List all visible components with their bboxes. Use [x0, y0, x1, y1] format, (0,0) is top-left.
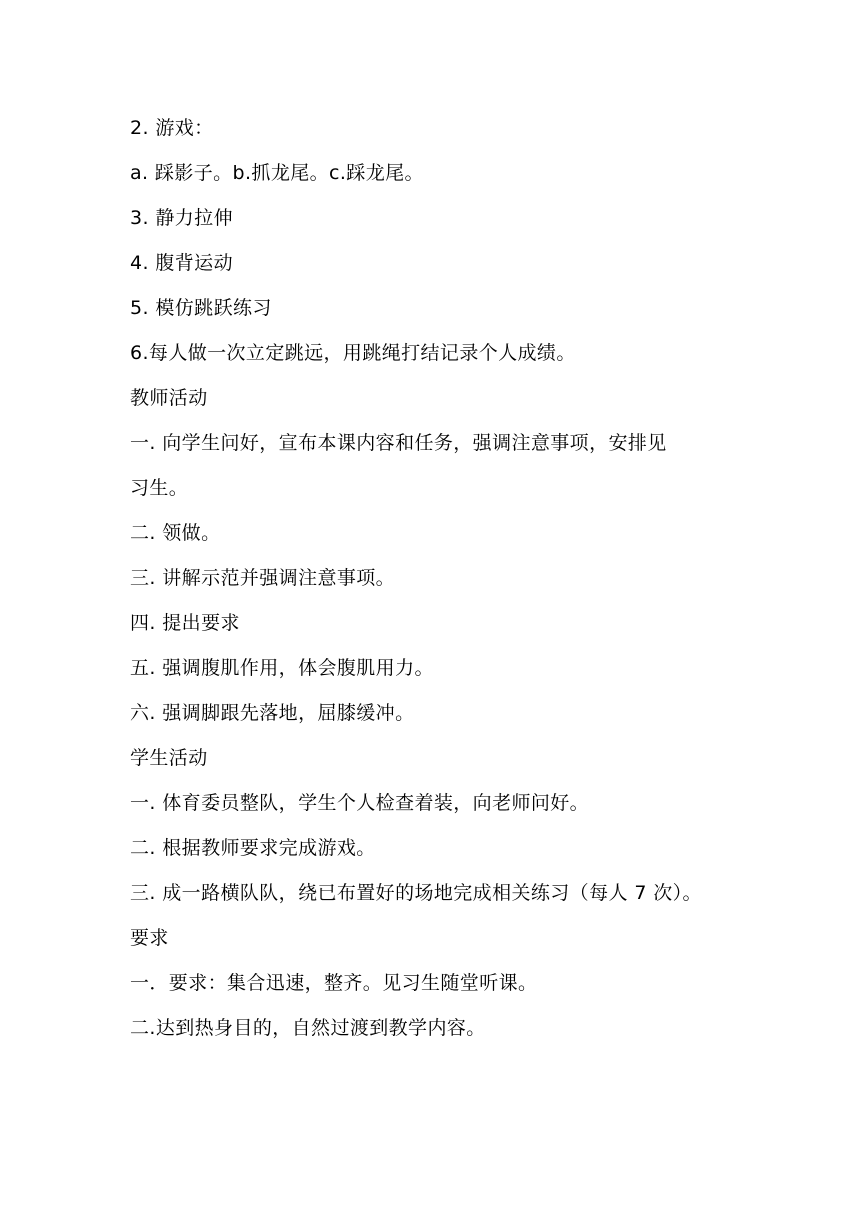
teacher-item-2: 二. 领做。 — [130, 522, 221, 544]
student-item-2: 二. 根据教师要求完成游戏。 — [130, 837, 376, 859]
student-item-3: 三. 成一路横队队，绕已布置好的场地完成相关练习（每人 7 次）。 — [130, 882, 702, 904]
teacher-item-6: 六. 强调脚跟先落地，屈膝缓冲。 — [130, 702, 415, 724]
teacher-item-1-continued: 习生。 — [130, 477, 189, 499]
list-item-game: 2. 游戏： — [130, 117, 214, 139]
list-item-game-options: a. 踩影子。b.抓龙尾。c.踩龙尾。 — [130, 162, 424, 184]
teacher-item-4: 四. 提出要求 — [130, 612, 240, 634]
teacher-item-5: 五. 强调腹肌作用，体会腹肌用力。 — [130, 657, 434, 679]
teacher-item-3: 三. 讲解示范并强调注意事项。 — [130, 567, 396, 589]
section-heading-requirements: 要求 — [130, 927, 169, 949]
section-heading-teacher: 教师活动 — [130, 387, 208, 409]
list-item-abdominal-back: 4. 腹背运动 — [130, 252, 233, 274]
requirement-item-2: 二.达到热身目的，自然过渡到教学内容。 — [130, 1017, 486, 1039]
list-item-jump-imitation: 5. 模仿跳跃练习 — [130, 297, 272, 319]
list-item-static-stretch: 3. 静力拉伸 — [130, 207, 233, 229]
student-item-1: 一. 体育委员整队，学生个人检查着装，向老师问好。 — [130, 792, 590, 814]
document-body — [130, 113, 750, 1058]
requirement-item-1: 一．要求：集合迅速，整齐。见习生随堂听课。 — [130, 972, 538, 994]
section-heading-student: 学生活动 — [130, 747, 208, 769]
teacher-item-1: 一. 向学生问好，宣布本课内容和任务，强调注意事项，安排见 — [130, 432, 667, 454]
list-item-standing-long-jump: 6.每人做一次立定跳远，用跳绳打结记录个人成绩。 — [130, 342, 576, 364]
